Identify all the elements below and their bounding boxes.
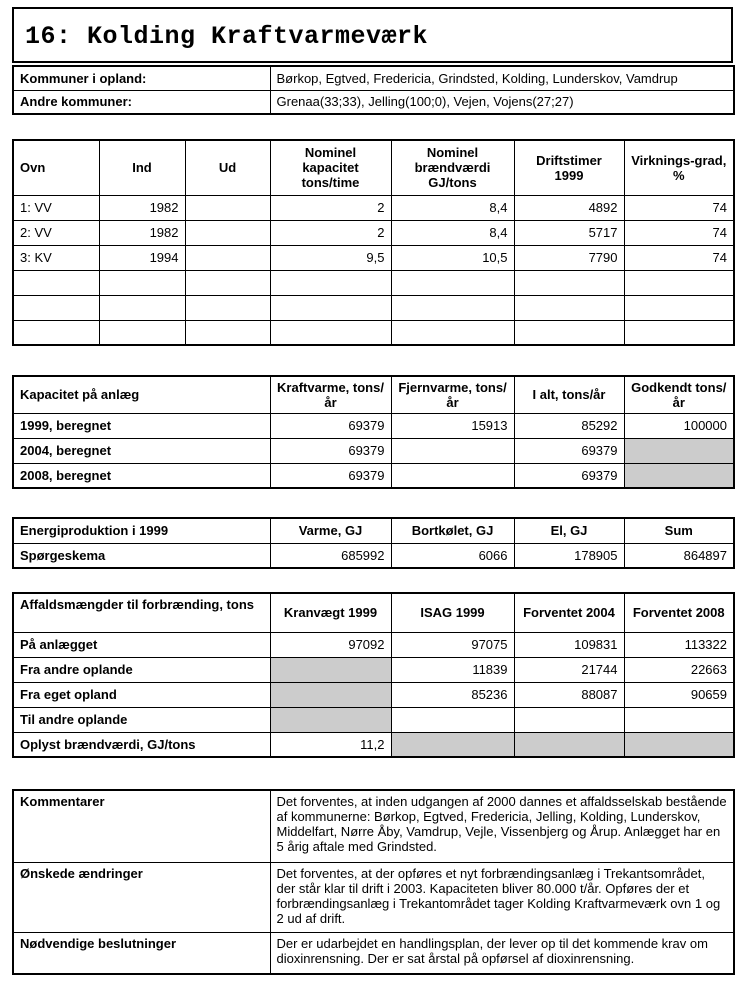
cell: 69379 xyxy=(270,438,391,463)
cell: 1982 xyxy=(99,220,185,245)
cell: 85292 xyxy=(514,413,624,438)
row-label: Oplyst brændværdi, GJ/tons xyxy=(13,732,270,757)
cell: 69379 xyxy=(514,463,624,488)
header-forventet-2008: Forventet 2008 xyxy=(624,593,734,632)
header-ud: Ud xyxy=(185,140,270,195)
cell: 2: VV xyxy=(13,220,99,245)
cell: 74 xyxy=(624,245,734,270)
table-row-empty xyxy=(13,295,734,320)
cell-grey xyxy=(391,732,514,757)
cell: 2 xyxy=(270,195,391,220)
header-forventet-2004: Forventet 2004 xyxy=(514,593,624,632)
kommuner-table xyxy=(12,65,735,115)
oenskede-aendringer-text: Det forventes, at der opføres et nyt forbrændingsanlæg i Trekantsområdet, der står klar til drift i 2003. Kapaciteten bliver 80.000 t/år. Opføres der et forbrændingsanlæg i Trekantområdet tager Kolding Kraftvarmeværk ovn 1 og 2 ud af drift. xyxy=(270,862,734,932)
cell: 22663 xyxy=(624,657,734,682)
cell: 8,4 xyxy=(391,195,514,220)
table-row xyxy=(13,657,734,682)
header-godkendt: Godkendt tons/år xyxy=(624,376,734,413)
andre-kommuner-value: Grenaa(33;33), Jelling(100;0), Vejen, Vojens(27;27) xyxy=(270,90,734,114)
cell: 2 xyxy=(270,220,391,245)
row-label: Til andre oplande xyxy=(13,707,270,732)
table-row xyxy=(13,932,734,974)
table-row xyxy=(13,682,734,707)
cell: 109831 xyxy=(514,632,624,657)
cell: 1982 xyxy=(99,195,185,220)
table-row xyxy=(13,438,734,463)
header-varme: Varme, GJ xyxy=(270,518,391,543)
cell: 69379 xyxy=(514,438,624,463)
row-label: 2008, beregnet xyxy=(13,463,270,488)
energi-table xyxy=(12,517,735,569)
table-row xyxy=(13,632,734,657)
cell: 1: VV xyxy=(13,195,99,220)
cell xyxy=(185,220,270,245)
table-row xyxy=(13,220,734,245)
header-nominel-braendvaerdi: Nominel brændværdi GJ/tons xyxy=(391,140,514,195)
table-row xyxy=(13,245,734,270)
table-header-row xyxy=(13,140,734,195)
header-el: El, GJ xyxy=(514,518,624,543)
cell xyxy=(624,707,734,732)
table-row xyxy=(13,413,734,438)
cell xyxy=(514,707,624,732)
cell: 69379 xyxy=(270,413,391,438)
cell: 113322 xyxy=(624,632,734,657)
table-header-row xyxy=(13,593,734,632)
cell-grey xyxy=(270,682,391,707)
cell: 6066 xyxy=(391,543,514,568)
kommentarer-table xyxy=(12,789,735,975)
table-row xyxy=(13,732,734,757)
header-kapacitet: Kapacitet på anlæg xyxy=(13,376,270,413)
cell: 1994 xyxy=(99,245,185,270)
header-kranvaegt: Kranvægt 1999 xyxy=(270,593,391,632)
header-virkningsgrad: Virknings-grad, % xyxy=(624,140,734,195)
oenskede-aendringer-label: Ønskede ændringer xyxy=(13,862,270,932)
table-row xyxy=(13,195,734,220)
cell: 88087 xyxy=(514,682,624,707)
page xyxy=(12,7,736,976)
cell: 5717 xyxy=(514,220,624,245)
cell: 685992 xyxy=(270,543,391,568)
table-header-row xyxy=(13,518,734,543)
table-row xyxy=(13,463,734,488)
table-row-empty xyxy=(13,320,734,345)
cell xyxy=(185,195,270,220)
header-fjernvarme: Fjernvarme, tons/år xyxy=(391,376,514,413)
cell: 15913 xyxy=(391,413,514,438)
cell-grey xyxy=(624,463,734,488)
noedvendige-beslutninger-label: Nødvendige beslutninger xyxy=(13,932,270,974)
header-i-alt: I alt, tons/år xyxy=(514,376,624,413)
table-row xyxy=(13,862,734,932)
andre-kommuner-label: Andre kommuner: xyxy=(13,90,270,114)
cell xyxy=(391,438,514,463)
cell: 21744 xyxy=(514,657,624,682)
table-row xyxy=(13,790,734,862)
cell: 74 xyxy=(624,220,734,245)
page-title: 16: Kolding Kraftvarmeværk xyxy=(25,22,429,51)
title-box xyxy=(12,7,733,63)
header-sum: Sum xyxy=(624,518,734,543)
row-label: Fra eget opland xyxy=(13,682,270,707)
cell-grey xyxy=(624,438,734,463)
header-energiproduktion: Energiproduktion i 1999 xyxy=(13,518,270,543)
table-row xyxy=(13,66,734,90)
kapacitet-table xyxy=(12,375,735,489)
cell: 178905 xyxy=(514,543,624,568)
cell: 3: KV xyxy=(13,245,99,270)
header-affaldsmaengder: Affaldsmængder til forbrænding, tons xyxy=(13,593,270,632)
cell xyxy=(391,463,514,488)
cell: 4892 xyxy=(514,195,624,220)
row-label: På anlægget xyxy=(13,632,270,657)
header-isag: ISAG 1999 xyxy=(391,593,514,632)
header-bortkoelet: Bortkølet, GJ xyxy=(391,518,514,543)
cell xyxy=(185,245,270,270)
cell: 85236 xyxy=(391,682,514,707)
ovne-table xyxy=(12,139,735,346)
table-row xyxy=(13,543,734,568)
cell xyxy=(391,707,514,732)
cell: 97075 xyxy=(391,632,514,657)
cell-grey xyxy=(270,707,391,732)
header-ind: Ind xyxy=(99,140,185,195)
row-label: 2004, beregnet xyxy=(13,438,270,463)
header-ovn: Ovn xyxy=(13,140,99,195)
cell-grey xyxy=(624,732,734,757)
cell: 7790 xyxy=(514,245,624,270)
cell: 97092 xyxy=(270,632,391,657)
cell: 100000 xyxy=(624,413,734,438)
header-nominel-kapacitet: Nominel kapacitet tons/time xyxy=(270,140,391,195)
cell-grey xyxy=(514,732,624,757)
cell: 69379 xyxy=(270,463,391,488)
cell: 10,5 xyxy=(391,245,514,270)
noedvendige-beslutninger-text: Der er udarbejdet en handlingsplan, der lever op til det kommende krav om dioxinrensning. Der er sat årstal på opførsel af dioxinrensning. xyxy=(270,932,734,974)
kommentarer-text: Det forventes, at inden udgangen af 2000 dannes et affaldsselskab bestående af kommunerne: Børkop, Egtved, Fredericia, Jelling, Kolding, Lunderskov, Middelfart, Nørre Åby, Vamdrup, Vejle, Vissenbjerg og Årup. Anlægget har en 5 årig aftale med Grindsted. xyxy=(270,790,734,862)
cell: 11839 xyxy=(391,657,514,682)
cell: 9,5 xyxy=(270,245,391,270)
cell: 90659 xyxy=(624,682,734,707)
cell-grey xyxy=(270,657,391,682)
row-label: 1999, beregnet xyxy=(13,413,270,438)
kommentarer-label: Kommentarer xyxy=(13,790,270,862)
header-driftstimer: Driftstimer 1999 xyxy=(514,140,624,195)
kommuner-opland-value: Børkop, Egtved, Fredericia, Grindsted, Kolding, Lunderskov, Vamdrup xyxy=(270,66,734,90)
cell: 864897 xyxy=(624,543,734,568)
cell: 8,4 xyxy=(391,220,514,245)
row-label: Spørgeskema xyxy=(13,543,270,568)
header-kraftvarme: Kraftvarme, tons/år xyxy=(270,376,391,413)
row-label: Fra andre oplande xyxy=(13,657,270,682)
table-header-row xyxy=(13,376,734,413)
cell: 74 xyxy=(624,195,734,220)
affald-table xyxy=(12,592,735,758)
kommuner-opland-label: Kommuner i opland: xyxy=(13,66,270,90)
table-row xyxy=(13,707,734,732)
table-row xyxy=(13,90,734,114)
table-row-empty xyxy=(13,270,734,295)
cell: 11,2 xyxy=(270,732,391,757)
